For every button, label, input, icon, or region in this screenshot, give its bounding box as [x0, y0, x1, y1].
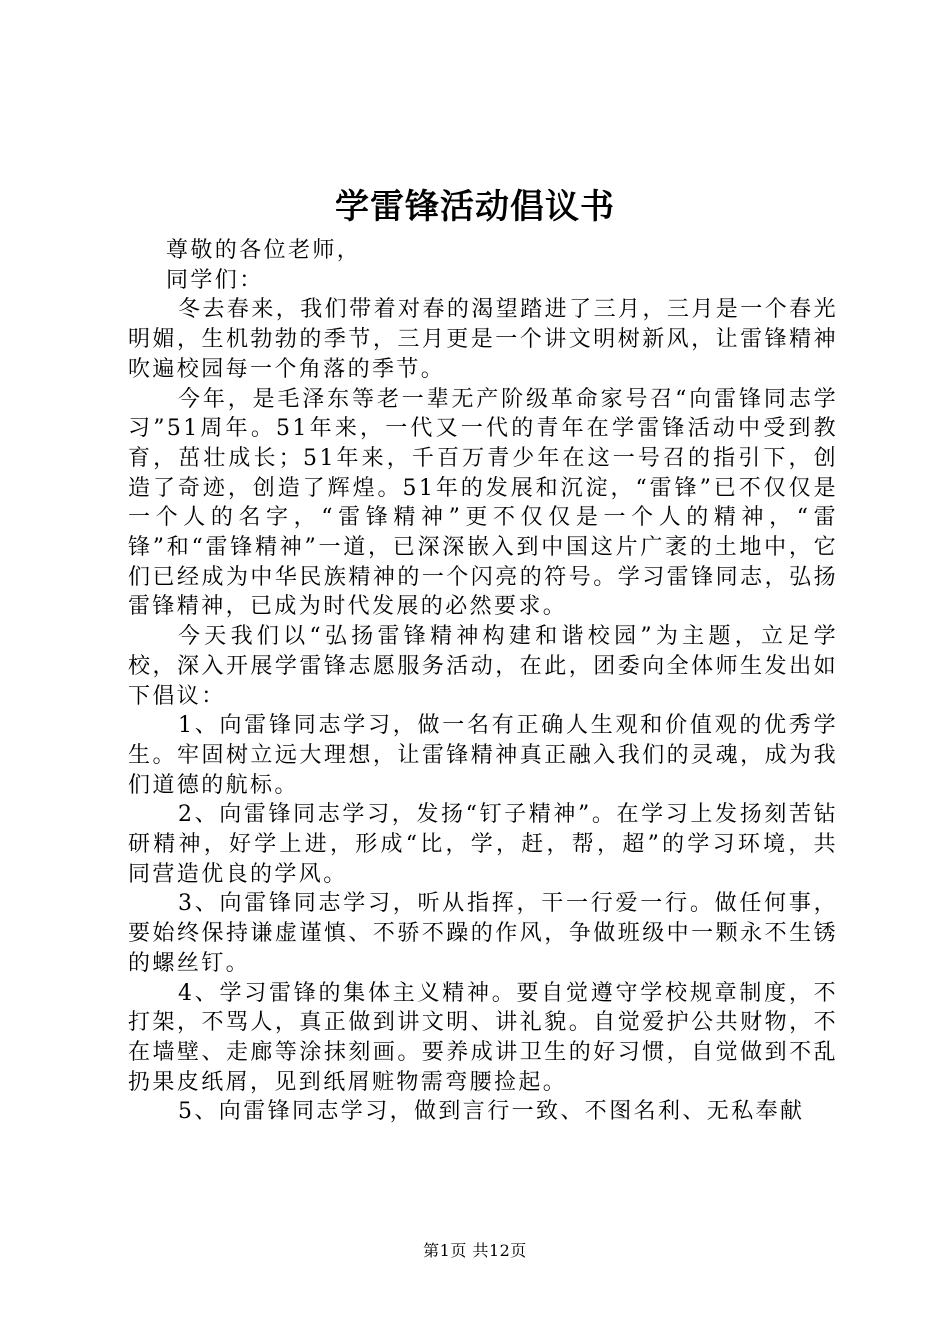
proposal-item-4: 4、学习雷锋的集体主义精神。要自觉遵守学校规章制度，不打架，不骂人，真正做到讲文明、讲礼貌。自觉爱护公共财物，不在墙壁、走廊等涂抹刻画。要养成讲卫生的好习惯，自觉做到不乱扔果皮纸屑，见到纸屑赃物需弯腰捡起。 [128, 980, 838, 1095]
salutation-students: 同学们： [166, 267, 264, 293]
salutation-teachers: 尊敬的各位老师， [166, 238, 362, 263]
proposal-item-2: 2、向雷锋同志学习，发扬“钉子精神”。在学习上发扬刻苦钻研精神，好学上进，形成“比，学，赶，帮，超”的学习环境，共同营造优良的学风。 [128, 802, 838, 887]
proposal-item-3: 3、向雷锋同志学习，听从指挥，干一行爱一行。做任何事，要始终保持谦虚谨慎、不骄不躁的作风，争做班级中一颗永不生锈的螺丝钉。 [128, 891, 838, 976]
proposal-item-1: 1、向雷锋同志学习，做一名有正确人生观和价值观的优秀学生。牢固树立远大理想，让雷锋精神真正融入我们的灵魂，成为我们道德的航标。 [128, 713, 838, 798]
paragraph-theme: 今天我们以“弘扬雷锋精神构建和谐校园”为主题，立足学校，深入开展学雷锋志愿服务活动，在此，团委向全体师生发出如下倡议： [128, 624, 838, 709]
paragraph-intro: 冬去春来，我们带着对春的渴望踏进了三月，三月是一个春光明媚，生机勃勃的季节，三月更是一个讲文明树新风，让雷锋精神吹遍校园每一个角落的季节。 [128, 297, 838, 382]
document-body [128, 236, 838, 1127]
proposal-item-5: 5、向雷锋同志学习，做到言行一致、不图名利、无私奉献 [178, 1099, 805, 1125]
document-title: 学雷锋活动倡议书 [335, 187, 615, 227]
paragraph-history: 今年，是毛泽东等老一辈无产阶级革命家号召“向雷锋同志学习”51周年。51年来，一代又一代的青年在学雷锋活动中受到教育，茁壮成长；51年来，千百万青少年在这一号召的指引下，创造了奇迹，创造了辉煌。51年的发展和沉淀，“雷锋”已不仅仅是一个人的名字，“雷锋精神”更不仅仅是一个人的精神，“雷锋”和“雷锋精神”一道，已深深嵌入到中国这片广袤的土地中，它们已经成为中华民族精神的一个闪亮的符号。学习雷锋同志，弘扬雷锋精神，已成为时代发展的必然要求。 [128, 386, 838, 620]
page-number-footer: 第1页 共12页 [423, 1241, 527, 1260]
